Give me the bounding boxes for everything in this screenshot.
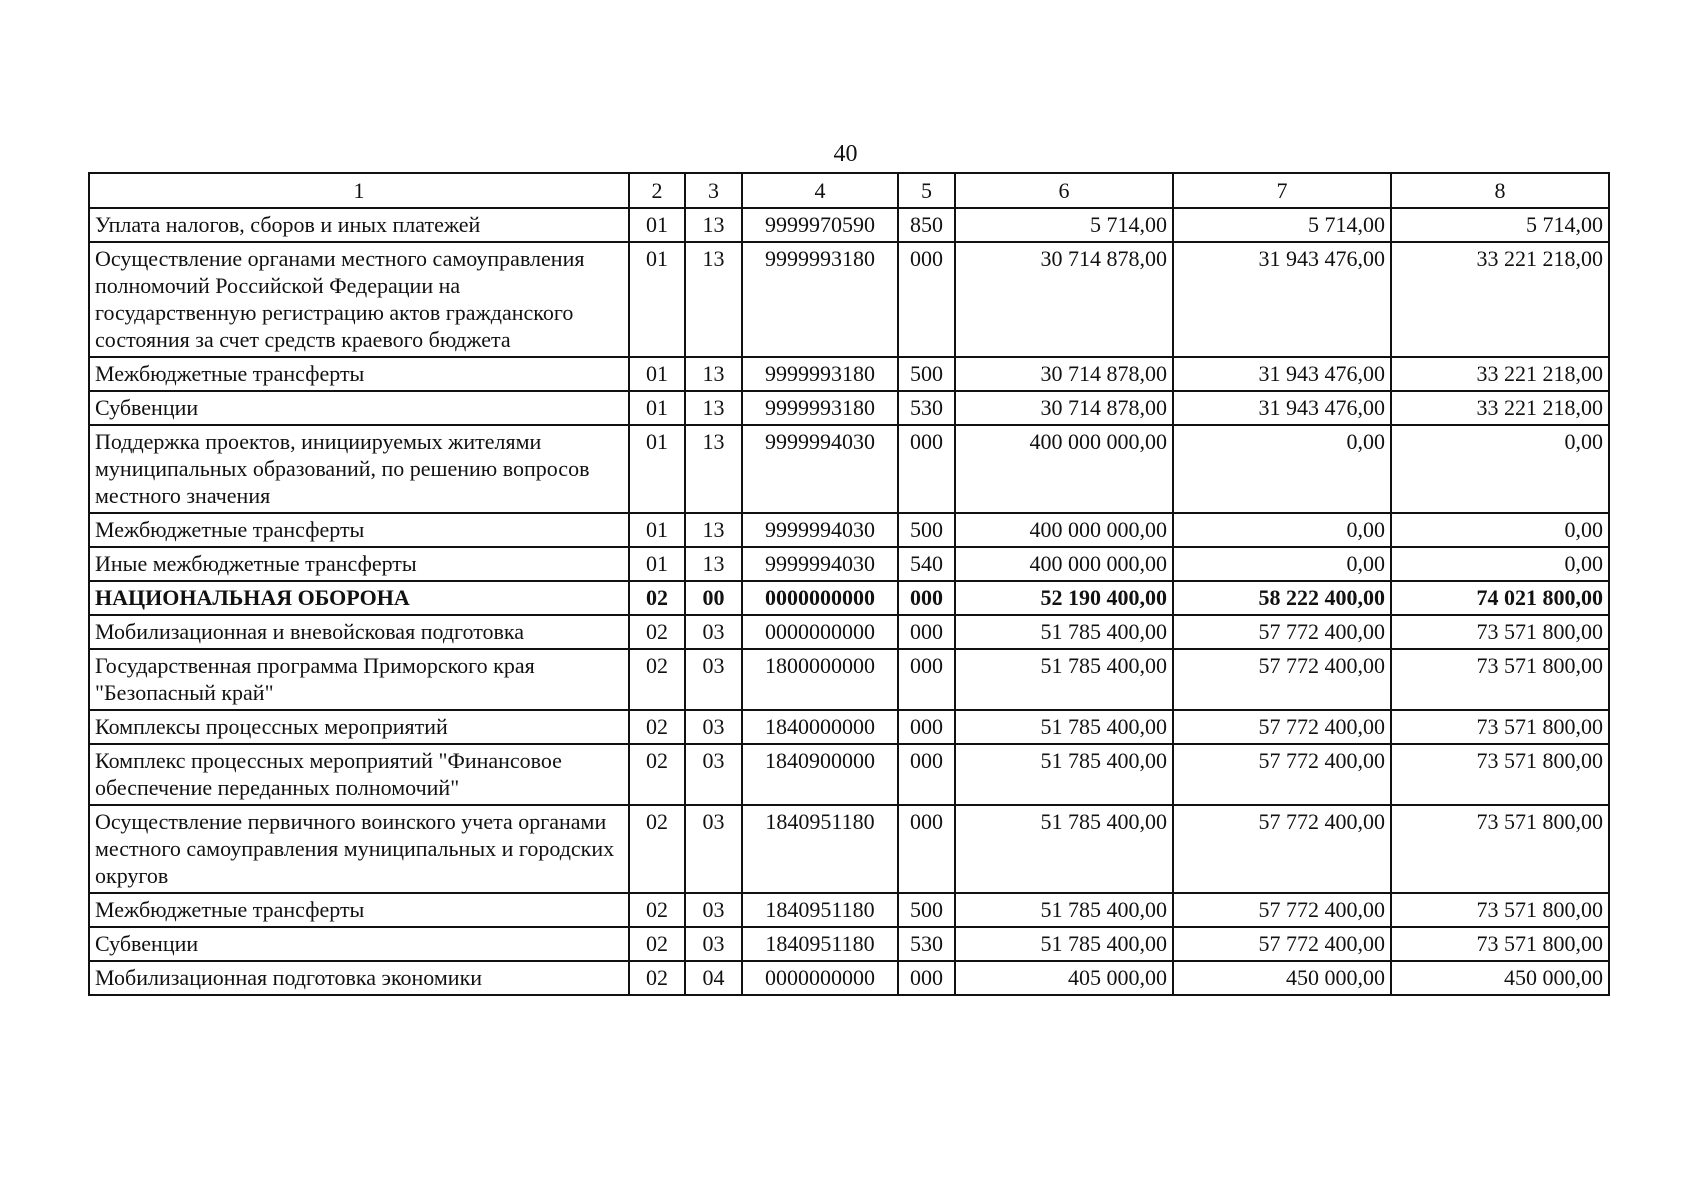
amount-cell-6: 30 714 878,00 xyxy=(955,242,1173,357)
amount-cell-6: 51 785 400,00 xyxy=(955,927,1173,961)
section-code-cell: 02 xyxy=(629,805,685,893)
amount-cell-8: 5 714,00 xyxy=(1391,208,1609,242)
expense-type-cell: 000 xyxy=(898,710,955,744)
target-article-cell: 1840951180 xyxy=(742,893,898,927)
subsection-code-cell: 13 xyxy=(685,242,742,357)
subsection-code-cell: 13 xyxy=(685,357,742,391)
amount-cell-6: 5 714,00 xyxy=(955,208,1173,242)
amount-cell-6: 400 000 000,00 xyxy=(955,425,1173,513)
table-row xyxy=(89,649,1609,710)
amount-cell-7: 0,00 xyxy=(1173,425,1391,513)
expense-type-cell: 530 xyxy=(898,927,955,961)
amount-cell-6: 400 000 000,00 xyxy=(955,513,1173,547)
section-code-cell: 02 xyxy=(629,961,685,995)
expense-type-cell: 000 xyxy=(898,961,955,995)
amount-cell-8: 33 221 218,00 xyxy=(1391,391,1609,425)
expense-type-cell: 500 xyxy=(898,893,955,927)
subsection-code-cell: 03 xyxy=(685,927,742,961)
expense-type-cell: 500 xyxy=(898,513,955,547)
table-row xyxy=(89,710,1609,744)
column-header: 3 xyxy=(685,173,742,208)
row-name-cell: Мобилизационная и вневойсковая подготовка xyxy=(89,615,629,649)
amount-cell-6: 51 785 400,00 xyxy=(955,615,1173,649)
subsection-code-cell: 13 xyxy=(685,208,742,242)
amount-cell-8: 0,00 xyxy=(1391,513,1609,547)
expense-type-cell: 000 xyxy=(898,581,955,615)
table-row xyxy=(89,581,1609,615)
amount-cell-8: 73 571 800,00 xyxy=(1391,805,1609,893)
section-code-cell: 02 xyxy=(629,649,685,710)
amount-cell-7: 57 772 400,00 xyxy=(1173,927,1391,961)
target-article-cell: 1840000000 xyxy=(742,710,898,744)
amount-cell-8: 0,00 xyxy=(1391,425,1609,513)
amount-cell-7: 57 772 400,00 xyxy=(1173,649,1391,710)
subsection-code-cell: 03 xyxy=(685,805,742,893)
row-name-cell: Субвенции xyxy=(89,391,629,425)
amount-cell-6: 51 785 400,00 xyxy=(955,649,1173,710)
amount-cell-7: 57 772 400,00 xyxy=(1173,615,1391,649)
table-row xyxy=(89,208,1609,242)
amount-cell-7: 31 943 476,00 xyxy=(1173,391,1391,425)
column-header: 5 xyxy=(898,173,955,208)
target-article-cell: 9999994030 xyxy=(742,547,898,581)
amount-cell-8: 450 000,00 xyxy=(1391,961,1609,995)
section-code-cell: 02 xyxy=(629,615,685,649)
section-code-cell: 01 xyxy=(629,242,685,357)
section-code-cell: 01 xyxy=(629,391,685,425)
subsection-code-cell: 13 xyxy=(685,391,742,425)
amount-cell-7: 57 772 400,00 xyxy=(1173,710,1391,744)
subsection-code-cell: 03 xyxy=(685,615,742,649)
amount-cell-7: 57 772 400,00 xyxy=(1173,805,1391,893)
subsection-code-cell: 13 xyxy=(685,425,742,513)
target-article-cell: 1840951180 xyxy=(742,927,898,961)
subsection-code-cell: 03 xyxy=(685,710,742,744)
section-code-cell: 01 xyxy=(629,425,685,513)
row-name-cell: Субвенции xyxy=(89,927,629,961)
target-article-cell: 0000000000 xyxy=(742,615,898,649)
expense-type-cell: 850 xyxy=(898,208,955,242)
amount-cell-7: 31 943 476,00 xyxy=(1173,242,1391,357)
amount-cell-8: 33 221 218,00 xyxy=(1391,357,1609,391)
row-name-cell: Межбюджетные трансферты xyxy=(89,513,629,547)
header-row xyxy=(89,173,1609,208)
amount-cell-8: 74 021 800,00 xyxy=(1391,581,1609,615)
expense-type-cell: 000 xyxy=(898,649,955,710)
budget-table xyxy=(88,172,1610,996)
subsection-code-cell: 13 xyxy=(685,547,742,581)
amount-cell-8: 73 571 800,00 xyxy=(1391,710,1609,744)
row-name-cell: Государственная программа Приморского края "Безопасный край" xyxy=(89,649,629,710)
row-name-cell: Межбюджетные трансферты xyxy=(89,893,629,927)
expense-type-cell: 000 xyxy=(898,242,955,357)
expense-type-cell: 530 xyxy=(898,391,955,425)
amount-cell-7: 58 222 400,00 xyxy=(1173,581,1391,615)
amount-cell-7: 57 772 400,00 xyxy=(1173,893,1391,927)
column-header: 6 xyxy=(955,173,1173,208)
row-name-cell: Осуществление органами местного самоуправления полномочий Российской Федерации на государственную регистрацию актов гражданского состояния за счет средств краевого бюджета xyxy=(89,242,629,357)
table-row xyxy=(89,547,1609,581)
row-name-cell: Иные межбюджетные трансферты xyxy=(89,547,629,581)
table-row xyxy=(89,893,1609,927)
amount-cell-6: 51 785 400,00 xyxy=(955,805,1173,893)
section-code-cell: 02 xyxy=(629,744,685,805)
amount-cell-7: 0,00 xyxy=(1173,547,1391,581)
amount-cell-8: 73 571 800,00 xyxy=(1391,893,1609,927)
target-article-cell: 0000000000 xyxy=(742,961,898,995)
target-article-cell: 9999994030 xyxy=(742,425,898,513)
table-row xyxy=(89,357,1609,391)
amount-cell-7: 5 714,00 xyxy=(1173,208,1391,242)
row-name-cell: Осуществление первичного воинского учета органами местного самоуправления муниципальных и городских округов xyxy=(89,805,629,893)
subsection-code-cell: 00 xyxy=(685,581,742,615)
expense-type-cell: 500 xyxy=(898,357,955,391)
table-row xyxy=(89,242,1609,357)
target-article-cell: 1840951180 xyxy=(742,805,898,893)
expense-type-cell: 000 xyxy=(898,805,955,893)
row-name-cell: НАЦИОНАЛЬНАЯ ОБОРОНА xyxy=(89,581,629,615)
column-header: 2 xyxy=(629,173,685,208)
page-number: 40 xyxy=(833,141,858,167)
target-article-cell: 9999994030 xyxy=(742,513,898,547)
amount-cell-8: 73 571 800,00 xyxy=(1391,927,1609,961)
target-article-cell: 9999993180 xyxy=(742,242,898,357)
amount-cell-6: 51 785 400,00 xyxy=(955,893,1173,927)
section-code-cell: 01 xyxy=(629,357,685,391)
amount-cell-7: 0,00 xyxy=(1173,513,1391,547)
row-name-cell: Комплексы процессных мероприятий xyxy=(89,710,629,744)
table-row xyxy=(89,927,1609,961)
amount-cell-7: 31 943 476,00 xyxy=(1173,357,1391,391)
amount-cell-8: 73 571 800,00 xyxy=(1391,649,1609,710)
row-name-cell: Уплата налогов, сборов и иных платежей xyxy=(89,208,629,242)
target-article-cell: 1840900000 xyxy=(742,744,898,805)
row-name-cell: Комплекс процессных мероприятий "Финансовое обеспечение переданных полномочий" xyxy=(89,744,629,805)
table-row xyxy=(89,513,1609,547)
amount-cell-6: 405 000,00 xyxy=(955,961,1173,995)
table-row xyxy=(89,391,1609,425)
row-name-cell: Поддержка проектов, инициируемых жителями муниципальных образований, по решению вопросов местного значения xyxy=(89,425,629,513)
amount-cell-8: 33 221 218,00 xyxy=(1391,242,1609,357)
amount-cell-8: 73 571 800,00 xyxy=(1391,744,1609,805)
amount-cell-6: 52 190 400,00 xyxy=(955,581,1173,615)
table-row xyxy=(89,961,1609,995)
expense-type-cell: 000 xyxy=(898,744,955,805)
target-article-cell: 9999993180 xyxy=(742,357,898,391)
column-header: 8 xyxy=(1391,173,1609,208)
subsection-code-cell: 04 xyxy=(685,961,742,995)
table-row xyxy=(89,615,1609,649)
section-code-cell: 02 xyxy=(629,710,685,744)
amount-cell-7: 450 000,00 xyxy=(1173,961,1391,995)
expense-type-cell: 540 xyxy=(898,547,955,581)
section-code-cell: 01 xyxy=(629,208,685,242)
subsection-code-cell: 13 xyxy=(685,513,742,547)
amount-cell-8: 73 571 800,00 xyxy=(1391,615,1609,649)
column-header: 7 xyxy=(1173,173,1391,208)
target-article-cell: 1800000000 xyxy=(742,649,898,710)
section-code-cell: 02 xyxy=(629,927,685,961)
subsection-code-cell: 03 xyxy=(685,649,742,710)
amount-cell-8: 0,00 xyxy=(1391,547,1609,581)
target-article-cell: 9999993180 xyxy=(742,391,898,425)
amount-cell-6: 400 000 000,00 xyxy=(955,547,1173,581)
column-header: 4 xyxy=(742,173,898,208)
amount-cell-6: 51 785 400,00 xyxy=(955,744,1173,805)
amount-cell-6: 51 785 400,00 xyxy=(955,710,1173,744)
amount-cell-6: 30 714 878,00 xyxy=(955,391,1173,425)
target-article-cell: 0000000000 xyxy=(742,581,898,615)
subsection-code-cell: 03 xyxy=(685,893,742,927)
expense-type-cell: 000 xyxy=(898,615,955,649)
column-header: 1 xyxy=(89,173,629,208)
section-code-cell: 01 xyxy=(629,513,685,547)
section-code-cell: 01 xyxy=(629,547,685,581)
expense-type-cell: 000 xyxy=(898,425,955,513)
section-code-cell: 02 xyxy=(629,581,685,615)
amount-cell-7: 57 772 400,00 xyxy=(1173,744,1391,805)
row-name-cell: Межбюджетные трансферты xyxy=(89,357,629,391)
section-code-cell: 02 xyxy=(629,893,685,927)
target-article-cell: 9999970590 xyxy=(742,208,898,242)
table-row xyxy=(89,805,1609,893)
table-body xyxy=(89,208,1609,995)
table-row xyxy=(89,425,1609,513)
subsection-code-cell: 03 xyxy=(685,744,742,805)
amount-cell-6: 30 714 878,00 xyxy=(955,357,1173,391)
row-name-cell: Мобилизационная подготовка экономики xyxy=(89,961,629,995)
table-row xyxy=(89,744,1609,805)
